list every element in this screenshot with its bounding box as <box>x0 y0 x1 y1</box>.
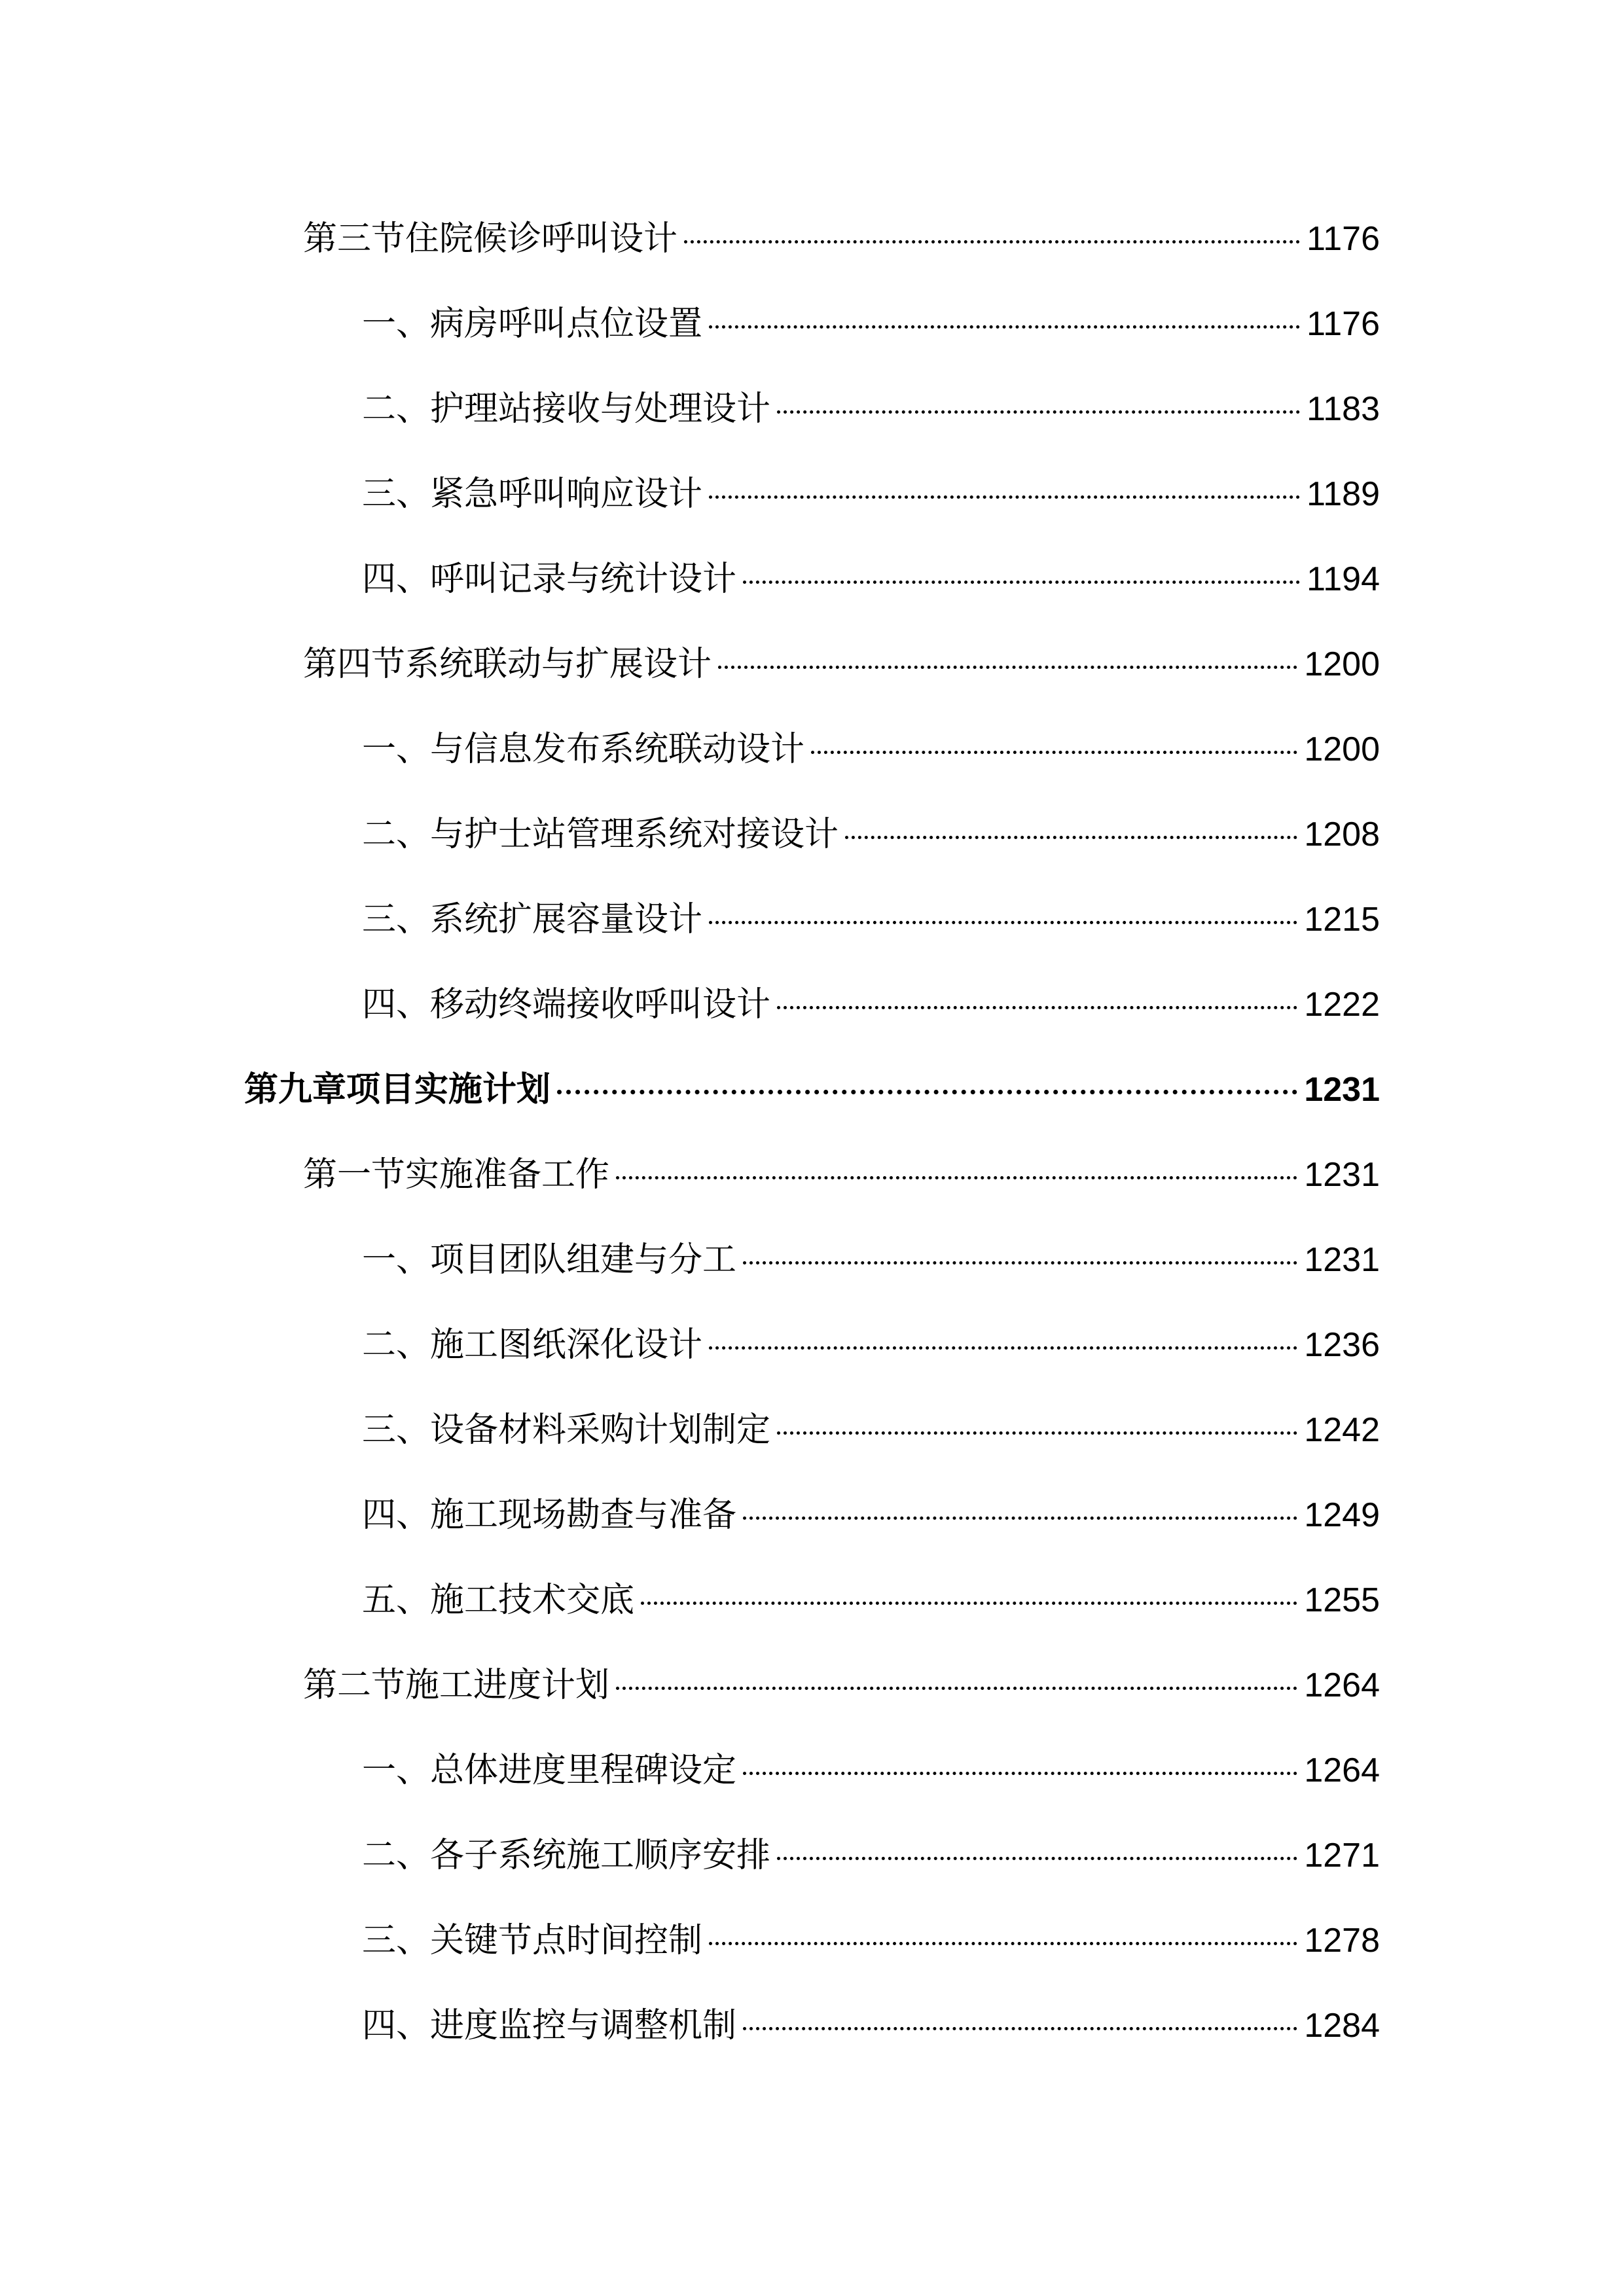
toc-dot-leader <box>811 751 1297 754</box>
toc-entry[interactable] <box>362 1492 1380 1538</box>
toc-entry-page: 1183 <box>1307 390 1380 428</box>
toc-entry-title: 第四节系统联动与扩展设计 <box>303 645 712 684</box>
toc-entry-title: 第三节住院候诊呼叫设计 <box>303 219 678 259</box>
toc-entry[interactable] <box>362 897 1380 942</box>
toc-dot-leader <box>709 495 1300 499</box>
toc-dot-leader <box>616 1687 1297 1690</box>
toc-dot-leader <box>557 1090 1297 1094</box>
toc-entry[interactable] <box>362 1833 1380 1878</box>
toc-entry-title: 一、总体进度里程碑设定 <box>362 1751 737 1790</box>
toc-entry-page: 1231 <box>1304 1156 1380 1194</box>
toc-entry-title: 二、护理站接收与处理设计 <box>362 389 771 429</box>
toc-dot-leader <box>743 2027 1297 2030</box>
toc-dot-leader <box>743 1772 1297 1775</box>
toc-entry[interactable] <box>362 301 1380 347</box>
toc-entry[interactable] <box>362 1322 1380 1368</box>
toc-entry-title: 二、各子系统施工顺序安排 <box>362 1836 771 1875</box>
toc-dot-leader <box>709 1942 1297 1945</box>
toc-entry-page: 1231 <box>1304 1241 1380 1279</box>
toc-entry-title: 二、与护士站管理系统对接设计 <box>362 815 839 854</box>
toc-dot-leader <box>718 666 1297 669</box>
toc-dot-leader <box>743 1261 1297 1265</box>
toc-entry-title: 三、紧急呼叫响应设计 <box>362 475 703 514</box>
toc-dot-leader <box>709 921 1297 924</box>
toc-entry-title: 五、施工技术交底 <box>362 1581 635 1620</box>
toc-entry-title: 第二节施工进度计划 <box>303 1666 610 1705</box>
toc-entry-page: 1278 <box>1304 1922 1380 1960</box>
toc-entry-page: 1255 <box>1304 1581 1380 1619</box>
toc-dot-leader <box>616 1176 1297 1179</box>
toc-entry-page: 1194 <box>1307 560 1380 598</box>
toc-entry[interactable] <box>303 216 1380 262</box>
toc-entry-title: 一、项目团队组建与分工 <box>362 1240 737 1280</box>
toc-entry-page: 1208 <box>1304 816 1380 853</box>
toc-chapter-entry[interactable] <box>244 1067 1380 1113</box>
toc-entry-page: 1215 <box>1304 901 1380 939</box>
toc-dot-leader <box>709 1346 1297 1350</box>
toc-entry-title: 一、病房呼叫点位设置 <box>362 304 703 344</box>
toc-dot-leader <box>777 410 1300 414</box>
toc-entry-title: 四、呼叫记录与统计设计 <box>362 560 737 599</box>
toc-entry[interactable] <box>362 1407 1380 1453</box>
toc-entry-page: 1264 <box>1304 1751 1380 1789</box>
toc-dot-leader <box>845 836 1297 839</box>
toc-dot-leader <box>743 1516 1297 1520</box>
toc-entry-title: 第九章项目实施计划 <box>244 1070 551 1109</box>
toc-entry-page: 1249 <box>1304 1496 1380 1534</box>
toc-entry-page: 1242 <box>1304 1411 1380 1449</box>
toc-entry[interactable] <box>362 2003 1380 2049</box>
toc-entry-page: 1176 <box>1307 220 1380 258</box>
toc-entry-page: 1189 <box>1307 475 1380 513</box>
toc-entry[interactable] <box>362 812 1380 857</box>
toc-entry[interactable] <box>362 556 1380 602</box>
toc-dot-leader <box>777 1857 1297 1860</box>
toc-entry[interactable] <box>362 1237 1380 1283</box>
toc-entry[interactable] <box>362 471 1380 517</box>
toc-entry-title: 四、进度监控与调整机制 <box>362 2006 737 2045</box>
toc-dot-leader <box>743 581 1300 584</box>
toc-entry-page: 1200 <box>1304 645 1380 683</box>
toc-entry-title: 三、关键节点时间控制 <box>362 1921 703 1960</box>
toc-entry-page: 1271 <box>1304 1837 1380 1874</box>
toc-entry-title: 一、与信息发布系统联动设计 <box>362 730 805 769</box>
toc-entry[interactable] <box>303 1152 1380 1198</box>
toc-entry[interactable] <box>362 386 1380 432</box>
toc-entry-title: 四、移动终端接收呼叫设计 <box>362 985 771 1024</box>
toc-dot-leader <box>777 1006 1297 1009</box>
toc-entry-title: 二、施工图纸深化设计 <box>362 1325 703 1365</box>
toc-dot-leader <box>777 1431 1297 1435</box>
toc-dot-leader <box>641 1602 1297 1605</box>
toc-entry[interactable] <box>362 982 1380 1028</box>
toc-entry-title: 三、设备材料采购计划制定 <box>362 1410 771 1450</box>
toc-dot-leader <box>684 240 1300 243</box>
toc-entry[interactable] <box>362 1918 1380 1964</box>
toc-entry-page: 1231 <box>1304 1071 1380 1109</box>
toc-entry-title: 三、系统扩展容量设计 <box>362 900 703 939</box>
toc-entry[interactable] <box>362 1577 1380 1623</box>
toc-entry-page: 1264 <box>1304 1666 1380 1704</box>
toc-entry-page: 1236 <box>1304 1326 1380 1364</box>
toc-entry[interactable] <box>362 726 1380 772</box>
toc-dot-leader <box>709 325 1300 329</box>
toc-entry-page: 1284 <box>1304 2007 1380 2045</box>
toc-entry-page: 1176 <box>1307 305 1380 343</box>
toc-entry-title: 第一节实施准备工作 <box>303 1155 610 1194</box>
toc-entry[interactable] <box>303 641 1380 687</box>
toc-entry-page: 1222 <box>1304 986 1380 1024</box>
toc-entry-title: 四、施工现场勘查与准备 <box>362 1496 737 1535</box>
toc-entry-page: 1200 <box>1304 730 1380 768</box>
toc-entry[interactable] <box>362 1748 1380 1793</box>
toc-entry[interactable] <box>303 1662 1380 1708</box>
